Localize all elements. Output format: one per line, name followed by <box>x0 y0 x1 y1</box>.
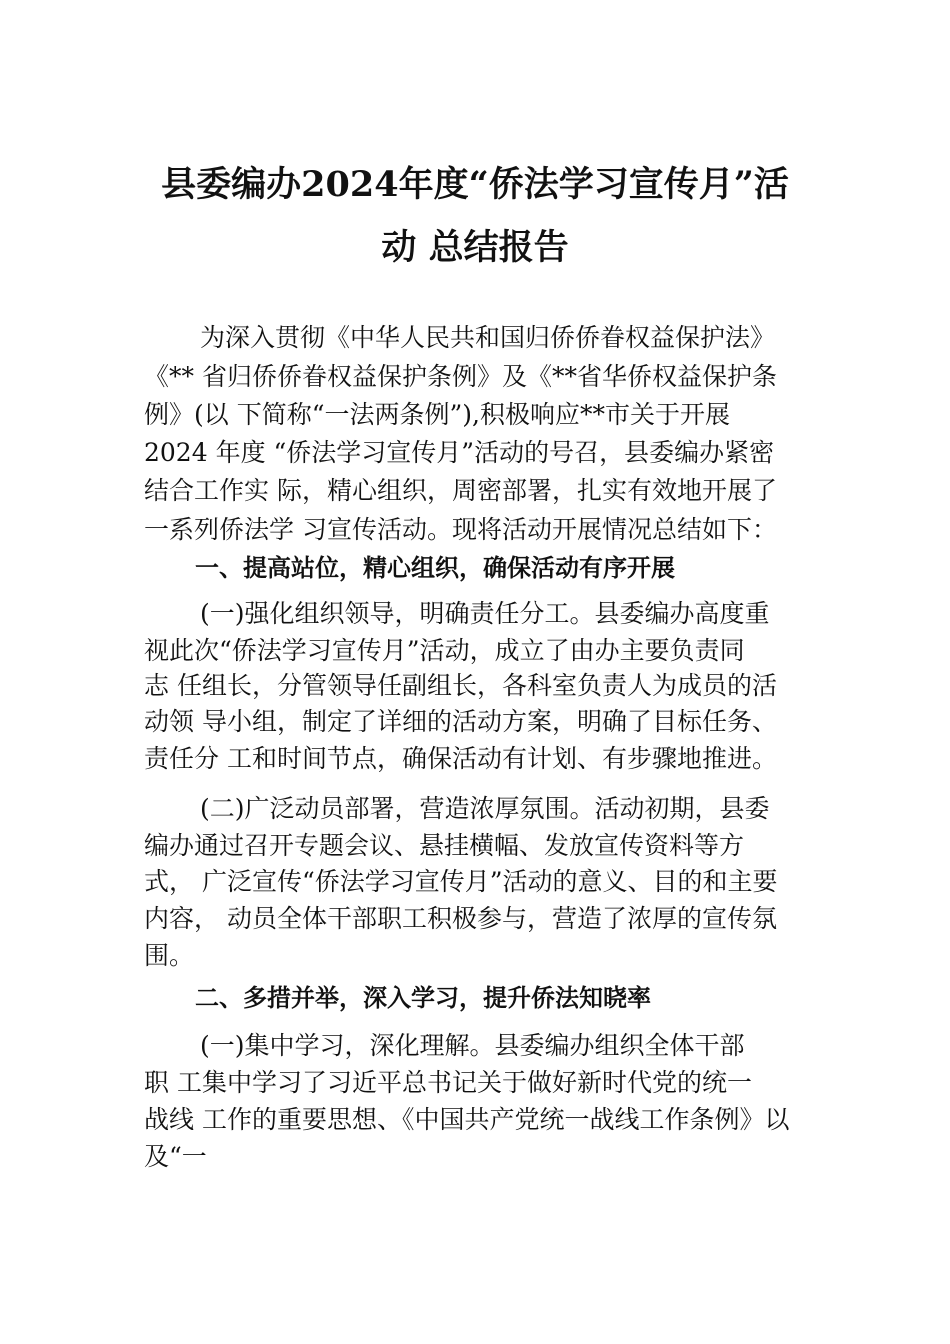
section-1-item-1-line: 动领 导小组，制定了详细的活动方案，明确了目标任务、 <box>144 707 777 736</box>
section-2-heading: 二、多措并举，深入学习，提升侨法知晓率 <box>195 984 651 1012</box>
section-1-item-2-line: 编办通过召开专题会议、悬挂横幅、发放宣传资料等方 <box>144 831 745 860</box>
section-1-item-1-line: 视此次“侨法学习宣传月”活动，成立了由办主要负责同 <box>144 636 745 665</box>
document-title-line-1: 县委编办2024年度“侨法学习宣传月”活 <box>161 164 789 205</box>
section-1-item-2-line: 式， 广泛宣传“侨法学习宣传月”活动的意义、目的和主要 <box>144 867 778 896</box>
section-2-item-1-line: 战线 工作的重要思想、《中国共产党统一战线工作条例》以 <box>144 1105 790 1134</box>
intro-paragraph-line: 一系列侨法学 习宣传活动。现将活动开展情况总结如下： <box>144 515 777 544</box>
section-1-item-1-line: 志 任组长，分管领导任副组长，各科室负责人为成员的活 <box>144 671 777 700</box>
document-title-line-2: 动 总结报告 <box>381 227 569 268</box>
intro-paragraph-line: 《** 省归侨侨眷权益保护条例》及《**省华侨权益保护条 <box>144 362 777 391</box>
intro-paragraph-line: 2024 年度 “侨法学习宣传月”活动的号召，县委编办紧密 <box>144 438 775 467</box>
section-2-item-1-line: 及“一 <box>144 1142 207 1171</box>
section-1-item-2-line: (二)广泛动员部署，营造浓厚氛围。活动初期，县委 <box>200 794 770 823</box>
section-1-heading: 一、提高站位，精心组织，确保活动有序开展 <box>195 554 675 582</box>
section-2-item-1-line: (一)集中学习，深化理解。县委编办组织全体干部 <box>200 1031 745 1060</box>
section-1-item-1-line: 责任分 工和时间节点，确保活动有计划、有步骤地推进。 <box>144 744 777 773</box>
section-1-item-1-line: (一)强化组织领导，明确责任分工。县委编办高度重 <box>200 599 770 628</box>
intro-paragraph-line: 例》(以 下简称“一法两条例”),积极响应**市关于开展 <box>144 400 730 429</box>
section-2-item-1-line: 职 工集中学习了习近平总书记关于做好新时代党的统一 <box>144 1068 752 1097</box>
intro-paragraph-line: 为深入贯彻《中华人民共和国归侨侨眷权益保护法》 <box>200 323 776 352</box>
intro-paragraph-line: 结合工作实 际，精心组织，周密部署，扎实有效地开展了 <box>144 476 777 505</box>
section-1-item-2-line: 内容， 动员全体干部职工积极参与，营造了浓厚的宣传氛 <box>144 904 777 933</box>
section-1-item-2-line: 围。 <box>144 941 195 970</box>
